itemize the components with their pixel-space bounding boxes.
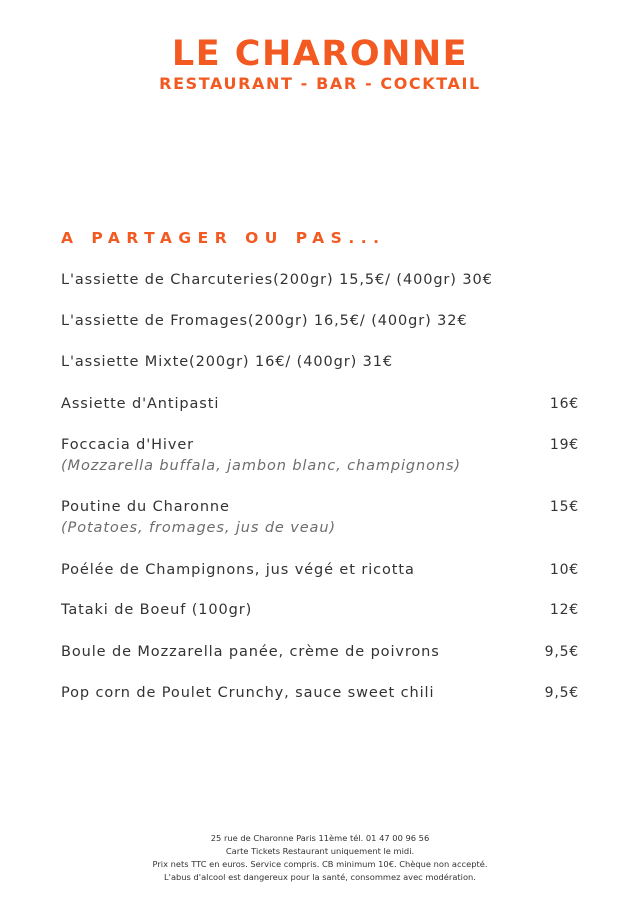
menu-item bbox=[61, 642, 579, 662]
footer-tickets: Carte Tickets Restaurant uniquement le midi. bbox=[225, 846, 415, 856]
menu-item-name: L'assiette de Fromages(200gr) 16,5€/ (400gr) 32€ bbox=[61, 313, 468, 329]
menu-item bbox=[61, 352, 579, 372]
menu-item-name: Foccacia d'Hiver bbox=[61, 437, 195, 453]
menu-item-name: Poutine du Charonne bbox=[61, 499, 230, 515]
footer-prices: Prix nets TTC en euros. Service compris. CB minimum 10€. Chèque non accepté. bbox=[152, 859, 488, 869]
footer-address: 25 rue de Charonne Paris 11ème tél. 01 47 00 96 56 bbox=[210, 833, 430, 843]
menu-item-name: Assiette d'Antipasti bbox=[61, 396, 220, 412]
menu-item bbox=[61, 435, 579, 476]
menu-item-price: 10€ bbox=[549, 562, 579, 578]
menu-item bbox=[61, 497, 579, 538]
restaurant-subtitle: RESTAURANT - BAR - COCKTAIL bbox=[159, 74, 481, 93]
menu-item-description: (Mozzarella buffala, jambon blanc, champignons) bbox=[61, 458, 461, 474]
menu-item-price: 9,5€ bbox=[544, 685, 579, 701]
menu-item bbox=[61, 600, 579, 620]
footer bbox=[0, 832, 640, 884]
menu-item-price: 12€ bbox=[549, 602, 579, 618]
section-title: A PARTAGER OU PAS... bbox=[61, 229, 386, 247]
menu-item-name: L'assiette de Charcuteries(200gr) 15,5€/ (400gr) 30€ bbox=[61, 272, 493, 288]
menu-item-description: (Potatoes, fromages, jus de veau) bbox=[61, 520, 336, 536]
menu-item bbox=[61, 394, 579, 414]
menu-item-name: Tataki de Boeuf (100gr) bbox=[61, 602, 253, 618]
menu-item-name: Poélée de Champignons, jus végé et ricotta bbox=[61, 562, 415, 578]
menu-item-name: Pop corn de Poulet Crunchy, sauce sweet chili bbox=[61, 685, 435, 701]
restaurant-title: LE CHARONNE bbox=[171, 34, 469, 74]
menu-item bbox=[61, 683, 579, 703]
menu-item bbox=[61, 311, 579, 331]
menu-item-name: L'assiette Mixte(200gr) 16€/ (400gr) 31€ bbox=[61, 354, 394, 370]
menu-item-price: 19€ bbox=[549, 437, 579, 453]
menu-item bbox=[61, 270, 579, 290]
footer-alcohol-warning: L'abus d'alcool est dangereux pour la santé, consommez avec modération. bbox=[164, 872, 476, 882]
menu-item bbox=[61, 560, 579, 580]
menu-item-name: Boule de Mozzarella panée, crème de poivrons bbox=[61, 644, 440, 660]
menu-item-price: 9,5€ bbox=[544, 644, 579, 660]
menu-item-price: 16€ bbox=[549, 396, 579, 412]
menu-item-price: 15€ bbox=[549, 499, 579, 515]
